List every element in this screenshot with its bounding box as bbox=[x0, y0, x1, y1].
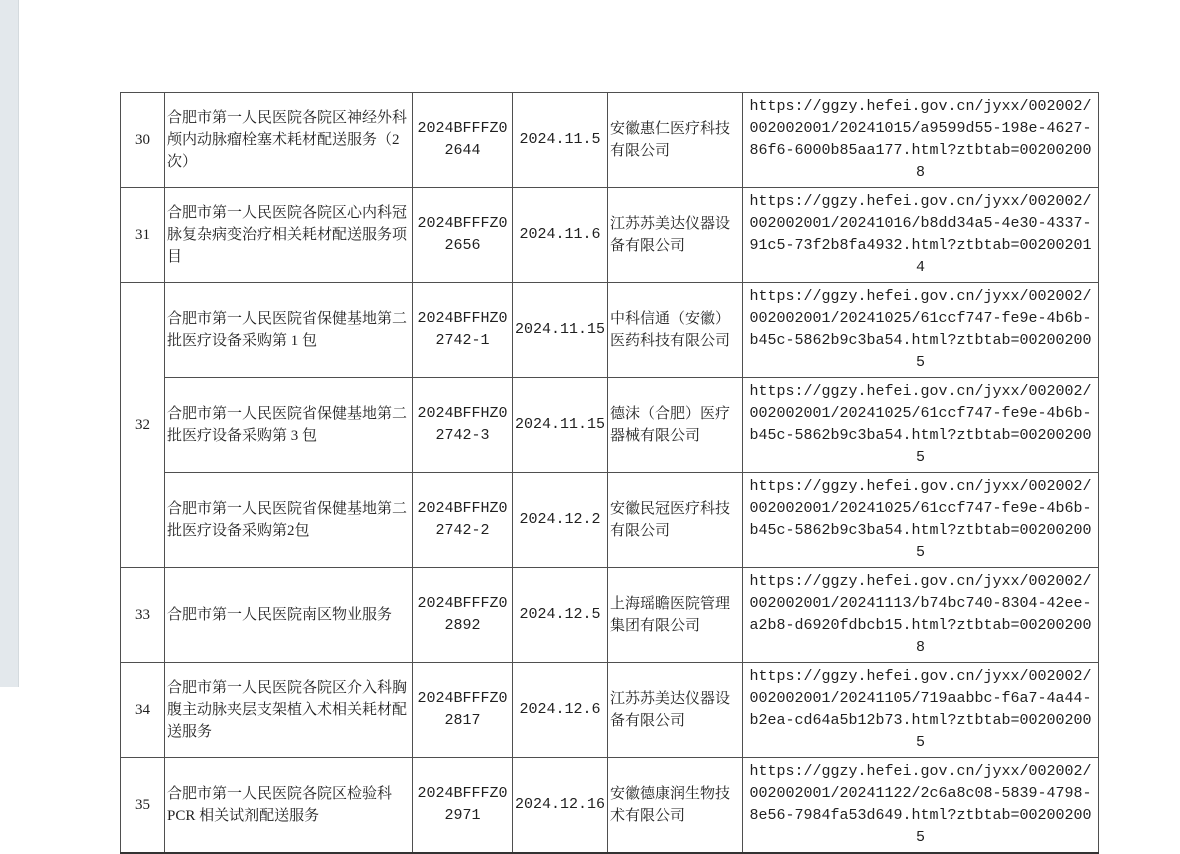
project-code-cell: 2024BFFFZ02892 bbox=[413, 568, 513, 663]
announcement-url-text[interactable]: https://ggzy.hefei.gov.cn/jyxx/002002/002002001/20241015/a9599d55-198e-4627-86f6-6000b85aa177.html?ztbtab=002002008 bbox=[743, 93, 1099, 188]
announcement-url-text[interactable]: https://ggzy.hefei.gov.cn/jyxx/002002/002002001/20241025/61ccf747-fe9e-4b6b-b45c-5862b9c3ba54.html?ztbtab=002002005 bbox=[743, 473, 1099, 568]
announcement-url-text[interactable]: https://ggzy.hefei.gov.cn/jyxx/002002/002002001/20241105/719aabbc-f6a7-4a44-b2ea-cd64a5b12b73.html?ztbtab=002002005 bbox=[743, 663, 1099, 758]
project-code-cell: 2024BFFHZ02742-3 bbox=[413, 378, 513, 473]
row-number-cell: 33 bbox=[121, 568, 165, 663]
date-cell: 2024.12.2 bbox=[513, 473, 608, 568]
table-row bbox=[121, 758, 1099, 854]
project-code-cell: 2024BFFFZ02817 bbox=[413, 663, 513, 758]
announcement-url-text[interactable]: https://ggzy.hefei.gov.cn/jyxx/002002/002002001/20241025/61ccf747-fe9e-4b6b-b45c-5862b9c3ba54.html?ztbtab=002002005 bbox=[743, 378, 1099, 473]
company-name-cell: 上海瑶瞻医院管理集团有限公司 bbox=[608, 568, 743, 663]
company-name-cell: 安徽德康润生物技术有限公司 bbox=[608, 758, 743, 854]
company-name-cell: 德沫（合肥）医疗器械有限公司 bbox=[608, 378, 743, 473]
date-cell: 2024.11.15 bbox=[513, 283, 608, 378]
company-name-cell: 江苏苏美达仪器设备有限公司 bbox=[608, 188, 743, 283]
document-page bbox=[19, 0, 1180, 846]
announcement-url-text[interactable]: https://ggzy.hefei.gov.cn/jyxx/002002/002002001/20241122/2c6a8c08-5839-4798-8e56-7984fa53d649.html?ztbtab=002002005 bbox=[743, 758, 1099, 854]
date-cell: 2024.11.15 bbox=[513, 378, 608, 473]
table-row bbox=[121, 378, 1099, 473]
company-name-cell: 安徽民冠医疗科技有限公司 bbox=[608, 473, 743, 568]
project-code-cell: 2024BFFHZ02742-2 bbox=[413, 473, 513, 568]
announcement-url-text[interactable]: https://ggzy.hefei.gov.cn/jyxx/002002/002002001/20241025/61ccf747-fe9e-4b6b-b45c-5862b9c3ba54.html?ztbtab=002002005 bbox=[743, 283, 1099, 378]
date-cell: 2024.12.16 bbox=[513, 758, 608, 854]
procurement-table-body bbox=[121, 93, 1099, 854]
table-row bbox=[121, 188, 1099, 283]
row-number-cell: 31 bbox=[121, 188, 165, 283]
row-number-cell: 30 bbox=[121, 93, 165, 188]
project-code-cell: 2024BFFFZ02644 bbox=[413, 93, 513, 188]
project-code-cell: 2024BFFFZ02971 bbox=[413, 758, 513, 854]
project-name-cell: 合肥市第一人民医院各院区介入科胸腹主动脉夹层支架植入术相关耗材配送服务 bbox=[165, 663, 413, 758]
announcement-url-text[interactable]: https://ggzy.hefei.gov.cn/jyxx/002002/002002001/20241016/b8dd34a5-4e30-4337-91c5-73f2b8fa4932.html?ztbtab=002002014 bbox=[743, 188, 1099, 283]
table-row bbox=[121, 283, 1099, 378]
date-cell: 2024.11.6 bbox=[513, 188, 608, 283]
row-number-cell: 34 bbox=[121, 663, 165, 758]
project-name-cell: 合肥市第一人民医院各院区心内科冠脉复杂病变治疗相关耗材配送服务项目 bbox=[165, 188, 413, 283]
project-code-cell: 2024BFFHZ02742-1 bbox=[413, 283, 513, 378]
table-row bbox=[121, 663, 1099, 758]
project-code-cell: 2024BFFFZ02656 bbox=[413, 188, 513, 283]
date-cell: 2024.11.5 bbox=[513, 93, 608, 188]
company-name-cell: 安徽惠仁医疗科技有限公司 bbox=[608, 93, 743, 188]
viewer-left-gutter bbox=[0, 0, 19, 687]
announcement-url-text[interactable]: https://ggzy.hefei.gov.cn/jyxx/002002/002002001/20241113/b74bc740-8304-42ee-a2b8-d6920fdbcb15.html?ztbtab=002002008 bbox=[743, 568, 1099, 663]
date-cell: 2024.12.6 bbox=[513, 663, 608, 758]
project-name-cell: 合肥市第一人民医院各院区检验科PCR 相关试剂配送服务 bbox=[165, 758, 413, 854]
table-row bbox=[121, 568, 1099, 663]
project-name-cell: 合肥市第一人民医院省保健基地第二批医疗设备采购第 1 包 bbox=[165, 283, 413, 378]
procurement-results-table bbox=[120, 92, 1099, 854]
table-row bbox=[121, 473, 1099, 568]
project-name-cell: 合肥市第一人民医院各院区神经外科颅内动脉瘤栓塞术耗材配送服务（2次） bbox=[165, 93, 413, 188]
company-name-cell: 中科信通（安徽）医药科技有限公司 bbox=[608, 283, 743, 378]
date-cell: 2024.12.5 bbox=[513, 568, 608, 663]
company-name-cell: 江苏苏美达仪器设备有限公司 bbox=[608, 663, 743, 758]
project-name-cell: 合肥市第一人民医院南区物业服务 bbox=[165, 568, 413, 663]
row-number-cell: 32 bbox=[121, 283, 165, 568]
row-number-cell: 35 bbox=[121, 758, 165, 854]
table-row bbox=[121, 93, 1099, 188]
project-name-cell: 合肥市第一人民医院省保健基地第二批医疗设备采购第2包 bbox=[165, 473, 413, 568]
project-name-cell: 合肥市第一人民医院省保健基地第二批医疗设备采购第 3 包 bbox=[165, 378, 413, 473]
